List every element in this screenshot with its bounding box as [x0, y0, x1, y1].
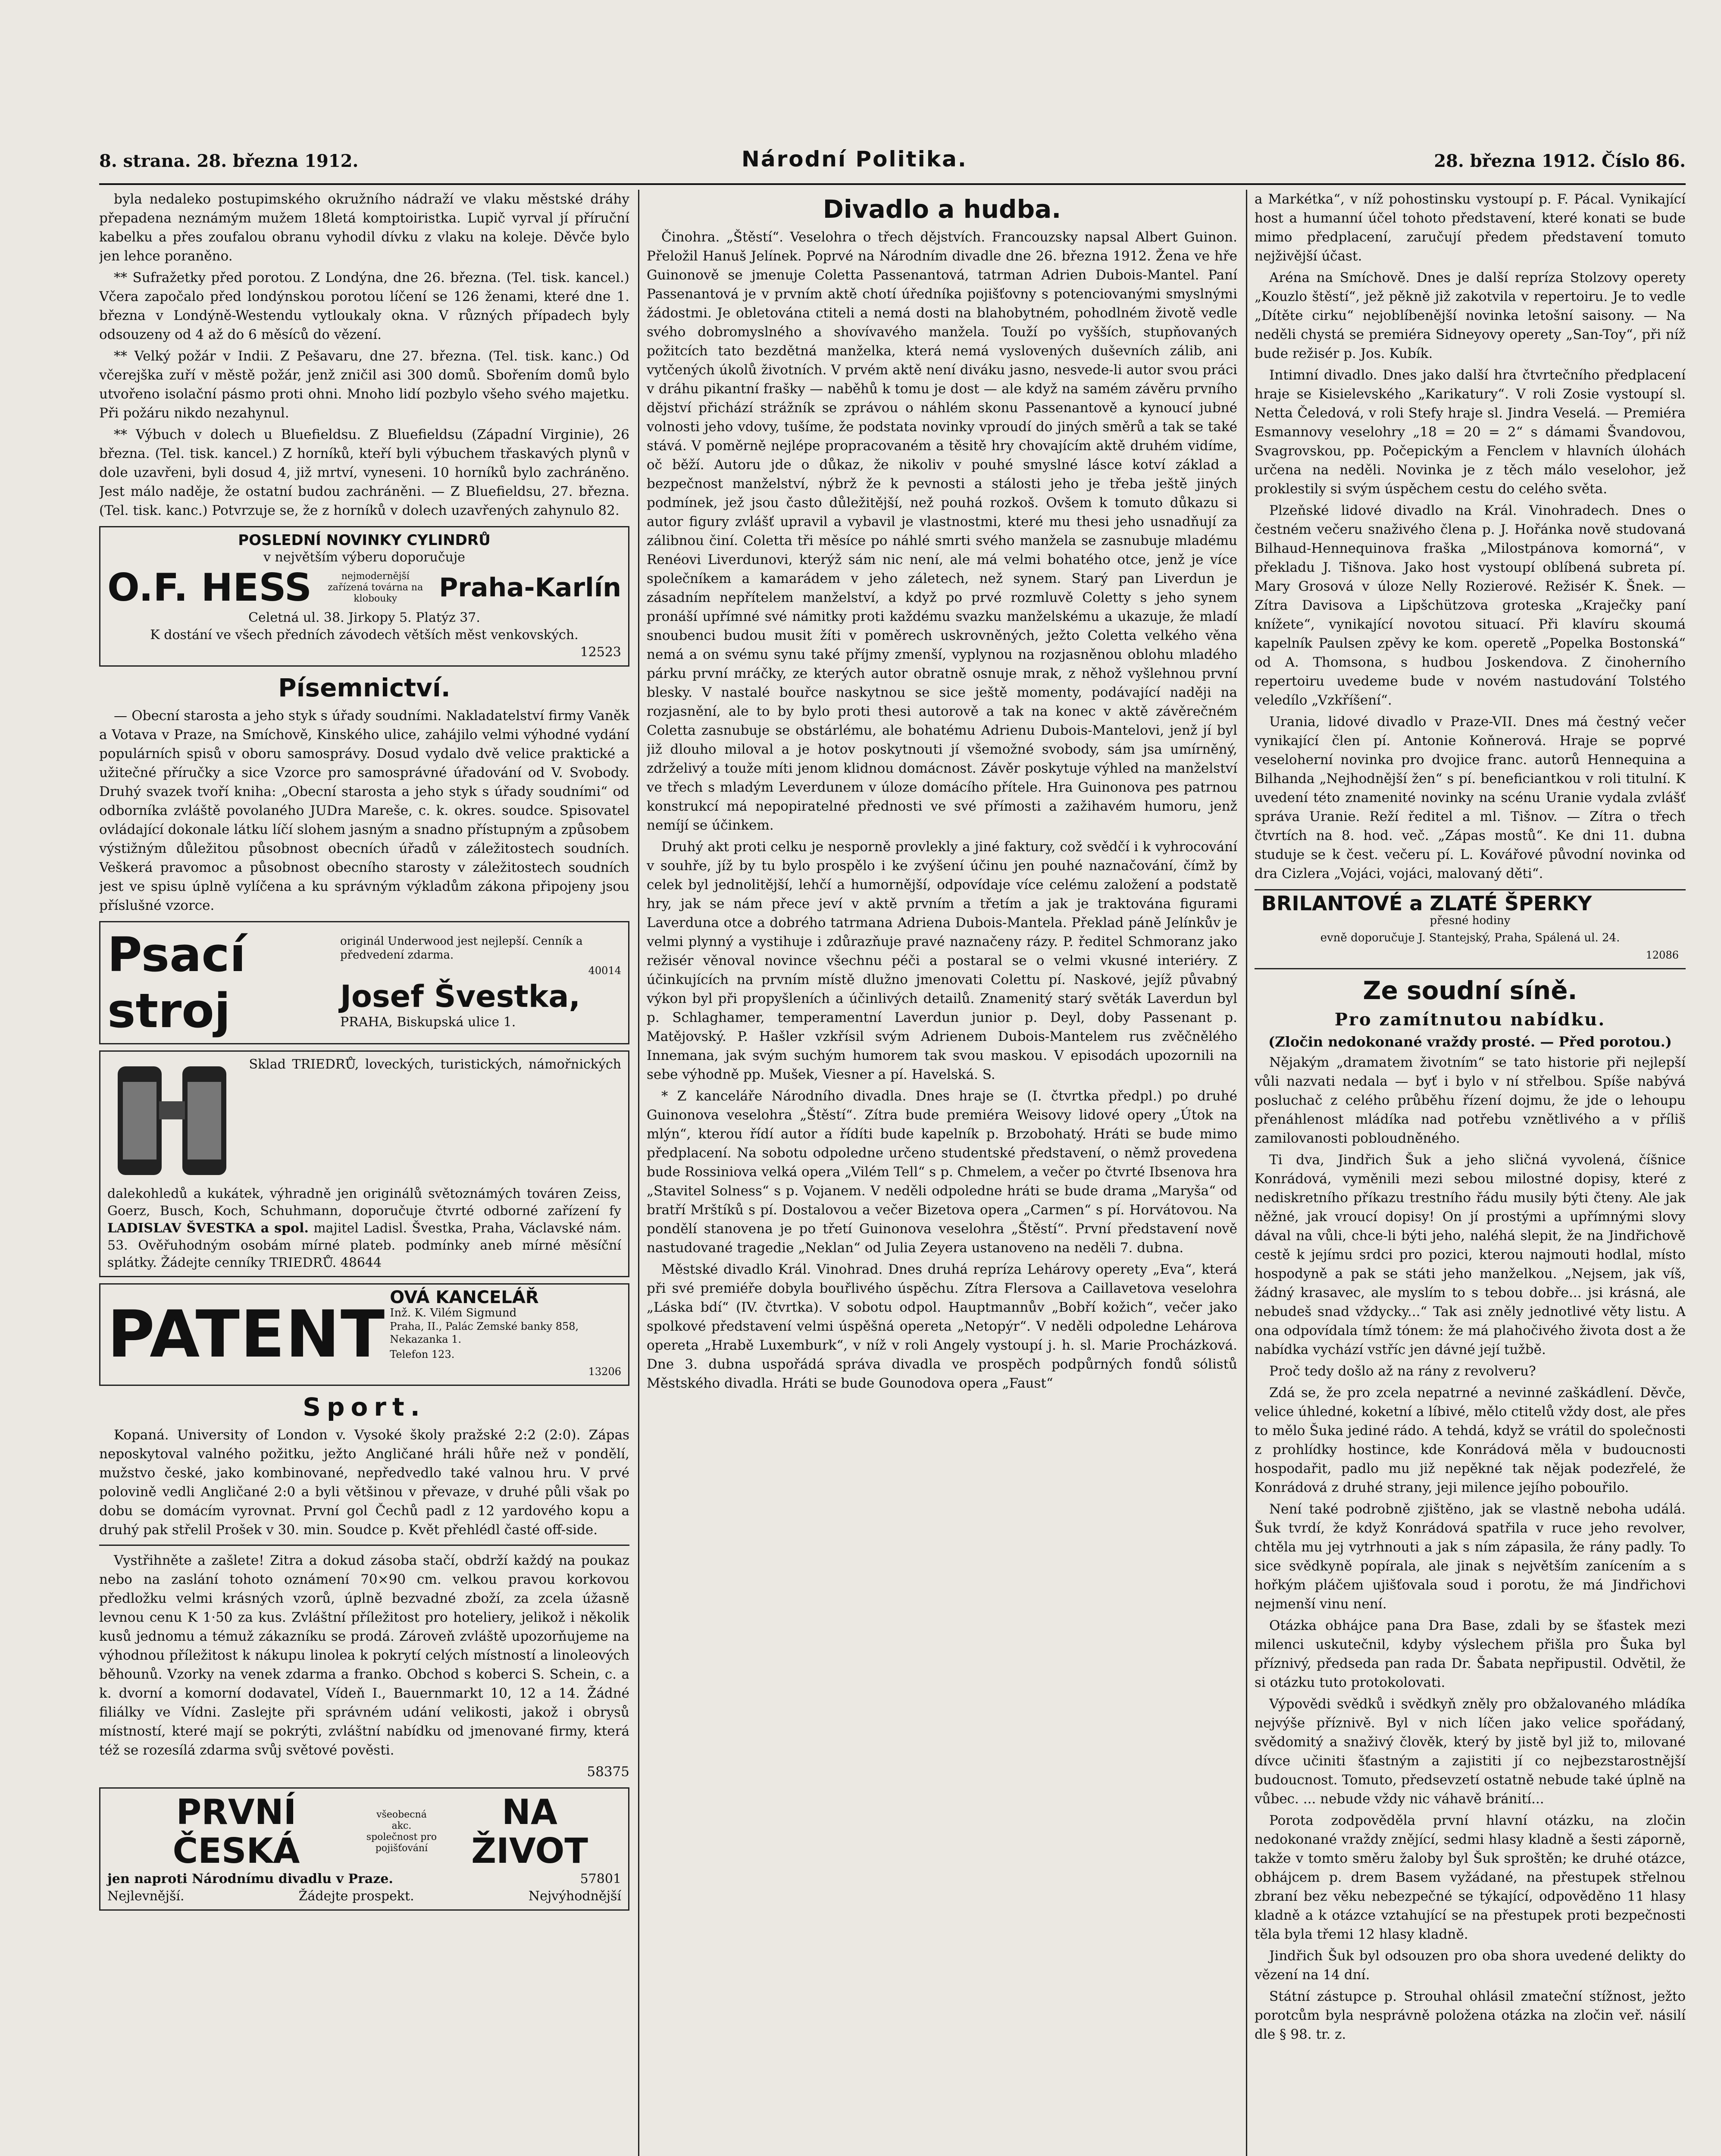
- ad-binoculars: [99, 1050, 629, 1277]
- ad-insurance-foot-center: Žádejte prospekt.: [298, 1889, 414, 1904]
- ad-patent-name: Inž. K. Vilém Sigmund: [390, 1307, 517, 1319]
- ad-code: 57801: [580, 1871, 621, 1887]
- ad-typewriter-address: PRAHA, Biskupská ulice 1.: [340, 1015, 516, 1030]
- court-paragraph: Nějakým „dramatem životním“ se tato historie při nejlepší vůli nazvati nedala — byť i bylo v ní střelbou. Spíše nabývá posluchač z celého průběhu řízení dojmu, že jde o lehoupu přenáhlenost mládíka nad potřebu vznětlivého a v příliš zamilovanosti pobloudněného.: [1255, 1055, 1686, 1146]
- ad-code: 13206: [588, 1366, 621, 1378]
- court-paragraph: Není také podrobně zjištěno, jak se vlastně neboha událá. Šuk tvrdí, že když Konrádová spatřila v ruce jeho revolver, chtěla mu jej vytrhnouti a jak s ním zápasila, že rány padly. To sice svědkyně popírala, ale jinak s největším zanícením a s hořkým pláčem ujišťovala soud i porotu, že má Jindřichovi nejmenší vinu není.: [1255, 1501, 1686, 1612]
- ad-hess-desc: nejmodernější zařízená továrna na klobouky: [328, 571, 423, 604]
- ad-code: 48644: [340, 1255, 382, 1270]
- ad-insurance-foot-right: Nejvýhodnější: [528, 1889, 621, 1904]
- ad-hess-subline: v největším výberu doporučuje: [263, 550, 466, 565]
- page-header: [99, 142, 1686, 177]
- ad-binoculars-text: Sklad TRIEDRŮ, loveckých, turistických, námořnických dalekohledů a kukátek, výhradně jen originálů světoznámých továren Zeiss, Goerz, Busch, Koch, Schuhmann, doporučuje čtvrté odborné zařízení fy: [107, 1057, 621, 1219]
- intimate-theatre-notice: Intimní divadlo. Dnes jako další hra čtvrtečního předplacení hraje se Kisielevského „Karikatury“. V roli Zosie vystoupí sl. Netta Čeledová, v roli Stefy hraje sl. Jindra Veselá. — Premiéra Esmannovy veselohry „18 = 20 = 2“ s dámami Švandovou, Svagrovskou, pp. Počepickým a Fenclem v hlavních úlohách určena na neděli. Novinka je z těch málo veselohor, jež proklestily si svým úspěchem cestu do celého světa.: [1255, 367, 1686, 497]
- court-paragraph: Otázka obhájce pana Dra Base, zdali by se šťastek mezi milenci uskutečnil, kdyby výslechem přišla pro Šuka byl příznivý, předseda pan rada Dr. Šabata nepřipustil. Odvětil, že si otázku tuto protokolovati.: [1255, 1618, 1686, 1690]
- ad-jewellery: [1255, 889, 1686, 969]
- column-rule: [638, 190, 639, 2156]
- ad-insurance-foot-left: Nejlevnější.: [107, 1889, 185, 1904]
- ad-binoculars-firm: LADISLAV ŠVESTKA a spol.: [107, 1221, 309, 1236]
- ad-patent-phone: Telefon 123.: [390, 1348, 455, 1360]
- ad-jewellery-sub: přesné hodiny: [1430, 914, 1511, 927]
- ad-insurance-line: jen naproti Národnímu divadlu v Praze.: [107, 1871, 393, 1887]
- ad-typewriter-desc: originál Underwood jest nejlepší. Cenník a předvedení zdarma.: [340, 935, 583, 962]
- ad-jewellery-line: evně doporučuje J. Stantejský, Praha, Spálená ul. 24.: [1320, 931, 1620, 944]
- literature-article: — Obecní starosta a jeho styk s úřady soudními. Nakladatelství firmy Vaněk a Votava v Praze, na Smíchově, Kinského ulice, zahájilo velmi výhodné vydání populárních spisů v oboru samosprávy. Dosud vydalo dvě velice praktické a užitečné příručky a sice Vzorce pro samosprávné úřadování od V. Svobody. Druhý svazek tvoří kniha: „Obecní starosta a jeho styk s úřady soudními“ od odborníka zvláště povolaného JUDra Mareše, c. k. okres. soudce. Spisovatel ovládající dokonale látku líčí slohem jasným a snadno přístupným a způsobem výstižným důležitou působnost obecních úřadů v záležitostech soudních. Veškerá pravomoc a působnost obecního starosty v záležitostech soudních jest ve spisu úplně vylíčena a ku správným výkladům zákona připojeny jsou příslušné vzorce.: [99, 708, 629, 913]
- national-theatre-notice: * Z kanceláře Národního divadla. Dnes hraje se (I. čtvrtka předpl.) po druhé Guinonova veselohra „Štěstí“. Zítra bude premiéra Weisovy lidové opery „Útok na mlýn“, kterou řídí autor a řídíti bude kapelník p. Brzobohatý. Hráti se bude mimo předplacení. Na sobotu odpoledne určeno studentské představení, o němž provedena bude Rossiniova velká opera „Vilém Tell“ s p. Chmelem, a večer po čtvrté Ibsenova hra „Stavitel Solness“ s p. Vojanem. V neděli odpoledne hráti se bude drama „Maryša“ od bratří Mrštíků s pí. Dostalovou a večer Bizetova opera „Carmen“ s pí. Horvátovou. Na pondělí stanovena je po třetí Guinonova veselohra „Štěstí“. První představení nově nastudované tragedie „Neklan“ od Julia Zeyera ustanoveno na neděli 7. dubna.: [647, 1088, 1237, 1256]
- sport-article: Kopaná. University of London v. Vysoké školy pražské 2:2 (2:0). Zápas neposkytoval valného požitku, ježto Angličané hráli hůře než v pondělí, mužstvo české, jako kombinované, nepředvedlo také valnou hru. V prvé polovině vedli Angličané 2:0 a byli většinou v převaze, v druhé půli však po dobu se domácím vyrovnat. První gol Čechů padl z 12 yardového kopu a druhý pak střelil Prošek v 30. min. Soudce p. Květ přehlédl časté off-side.: [99, 1427, 629, 1538]
- urania-notice: Urania, lidové divadlo v Praze-VII. Dnes má čestný večer vynikající člen pí. Antonie Koňnerová. Hraje se poprvé veseloherní novinka pro dvojice franc. autorů Hennequina a Bilhanda „Nejhodnější žen“ s pí. beneficiantkou v roli titulní. K uvedení této znamenité novinky na scénu Uranie vydala zvlášť správa Uranie. Reží ředitel a ml. Tišnov. — Zítra o třech čtvrtích na 8. hod. več. „Zápas mostů“. Ke dni 11. dubna studuje se k čest. večeru pí. L. Kovářové původní novinka od dra Cizlera „Vojáci, vojáci, malovaný děti“.: [1255, 714, 1686, 881]
- ad-insurance-desc: všeobecná akc. společnost pro pojišťování: [366, 1809, 437, 1854]
- ad-code: 12523: [580, 645, 621, 660]
- theatre-review: Činohra. „Štěstí“. Veselohra o třech dějstvích. Francouzsky napsal Albert Guinon. Přeložil Hanuš Jelínek. Poprvé na Národním divadle dne 26. března 1912. Žena ve hře Guinonově se jmenuje Coletta Passenantová, tatrman Adrien Dubois-Mantel. Paní Passenantová je v prvním aktě chotí úředníka pojišťovny s potenciovanými smyslnými žádostmi. Je obletována ctiteli a nemá dosti na blahobytném, pohodlném životě vedle svého dobromyslného a shovívavého manžela. Touží po vyšších, stupňovaných požitcích tato bezdětná manželka, která nemá vyslovených duševních zálib, ani vytčených úkolů životních. V prvém aktě není diváku jasno, nesvede-li autor svou práci v dráhu pikantní frašky — naběhů k tomu je dost — ale když na samém závěru prvního dějství přichází strážník se zprávou o náhlém skonu Passenantově a kynoucí jubné volnosti jeho vdovy, tušíme, že podstata novinky vproudí do jiných směrů a tak se také stává. V poměrně nejlépe propracovaném a těsitě hry chovajícím aktě druhém vidíme, oč běží. Autoru jde o důkaz, že nikoliv v pouhé smyslné lásce kotví základ a bezpečnost manželství, nýbrž že k pevnosti a stálosti jeho je třeba ještě jiných podmínek, jež jsou často důležitější, než pouhá rozkoš. Ovšem k tomuto důkazu si autor figury zvlášť upravil a vybavil je vlastnostmi, které mu thesi jeho usnadňují za zálibnou činí. Coletta tři měsíce po náhlé smrti svého manžela se zasnubuje mladému Renéovi Liverdunovi, kterýž sám nic není, ale má velmi bohatého otce, jenž je více společníkem a kamarádem v jeho záletech, než synem. Starý pan Liverdun je zásadním nepřítelem manželství, a když po prvé rozmluvě Coletty s jeho synem pronáší upřímné své námitky proti každému svazku manželskému a ukazuje, že mladí snoubenci budou musit žíti v poměrech uskrovněných, ježto Coletta velkého věna nemá a on svému synu také příjmy zmenší, vyplynou na rozjasněnou oblohu mladého párku první mráčky, ze kterých autor obratně osnuje mrak, z něhož vyšlehnou první blesky. V nastalé bouřce naskytnou se sice ještě momenty, podávající naději na rozjasnění, ale to by bylo proti thesi autorově a tak na konec v aktě závěrečném Coletta zasnubuje se obstárlému, ale bohatému Adrienu Dubois-Mantelovi, jenž jí byl již dlouho miloval a je hotov poskytnouti jí všemožné svobody, sám jsa umírněný, zdrželivý a touže míti jenom klidnou domácnost. Závěr poskytuje výhled na manželství ve třech s mladým Leverdunem v úloze domácího přítele. Hra Guinonova pes patrnou konstrukcí má nepopiratelné přednosti ve své přímosti a zažihavém humoru, jenž nemíjí se účinkem.: [647, 229, 1237, 833]
- masthead-title: Národní Politika.: [742, 147, 967, 172]
- column-rule: [1246, 190, 1247, 2156]
- court-paragraph: Porota zodpověděla první hlavní otázku, na zločin nedokonané vraždy znějící, sedmi hlasy kladně a šesti záporně, takže v tomto směru žaloby byl Šuk sproštěn; ke druhé otázce, obhájcem p. drem Basem vyžádané, na přestupek střelnou zbraní bez věku nebezpečné se týkající, odpověděno 11 hlasy kladně a k otázce vztahující se na přestupek proti bezpečnosti těla byla třemi 12 hlasy kladně.: [1255, 1813, 1686, 1942]
- ad-typewriter: [99, 921, 629, 1044]
- ad-patent-suffix: OVÁ KANCELÁŘ: [390, 1288, 539, 1307]
- ad-binoculars-rest: majitel Ladisl. Švestka, Praha, Václavské nám. 53. Ověřuhodným osobám mírné plateb. podmínky aneb mírné měsíční splátky. Žádejte cenníky TRIEDRŮ.: [107, 1221, 621, 1270]
- theatre-review-cont: Druhý akt proti celku je nesporně provlekly a jiné faktury, což svědčí i k vyhrocování v souhře, jíž by tu bylo prospělo i ke zvýšení účinu jen pouhé naznačování, čímž by celek byl jednolitější, lehčí a humornější, odpovídaje více celému založení a podstatě hry, jak se nám přece jeví v aktě prvním a třetím a jak je traktována figurami Laverduna otce a dobrého tatrmana Adriena Dubois-Mantela. Překlad páně Jelínkův je velmi plynný a vystihuje i zdůrazňuje pravé naznačeny rázy. P. ředitel Schmoranz jako režisér věnoval novince všechnu péči a postaral se o velmi vkusné interiéry. Z účinkujících na prvním místě dlužno jmenovati Colettu pí. Naskové, jejíž půvabný výkon byl při propyšleních a účinlivých detailů. Znamenitý starý světák Laverdun byl p. Schlaghamer, temperamentní Laverdun junior p. Deyl, doby Passenant p. Matějovský. P. Hašler vzkřísil svým Adrienem Dubois-Mantelem rus zvěčnělého Innemana, jak svým suchým humorem tak svou maskou. V episodách upozornili na sebe výhodně pp. Mušek, Viesner a pí. Havelská. S.: [647, 839, 1237, 1082]
- news-paragraph: byla nedaleko postupimského okružního nádraží ve vlaku městské dráhy přepadena neznámým mužem 18letá komptoiristka. Lupič vyrval jí příruční kabelku a přes zoufalou obranu vyhodil dívku z vlaku na koleje. Děvče bylo jen lehce poraněno.: [99, 191, 629, 264]
- ad-hess-hats: [99, 526, 629, 667]
- news-suffragettes: ** Sufražetky před porotou. Z Londýna, dne 26. března. (Tel. tisk. kancel.) Včera započalo před londýnskou porotou líčení se 126 ženami, které dne 1. března v Londýně-Westendu vytloukaly okna. V různých případech byly odsouzeny od 4 až do 6 měsíců do vězení.: [99, 270, 629, 342]
- ad-patent-headline: PATENT: [107, 1297, 386, 1372]
- theatre-notice-cont: a Markétka“, v níž pohostinsku vystoupí p. F. Pácal. Vynikající host a humanní účel tohoto představení, které konati se bude mimo předplacení, zaručují předem představení tomuto nejživější účast.: [1255, 191, 1686, 264]
- header-date-left: 8. strana. 28. března 1912.: [99, 151, 359, 171]
- court-paragraph: Ti dva, Jindřich Šuk a jeho sličná vyvolená, číšnice Konrádová, vyměnili mezi sebou milostné dopisy, které z nediskretního příkazu trestního řádu musily býti čteny. Ale jak něžné, jak vroucí dopisy! On jí prostými a upřímnými slovy dával na vůli, chce-li býti jeho, naléhá slepit, že na Jindřichově cestě k jejímu srdci pro pozici, kterou najmouti hodlal, místo hospodyně a pak se státi jeho manželkou. „Nejsem, jak víš, žádný krasavec, ale myslím to s tebou dobře... jsi krásná, ale nebudeš snad vždycky...“ Tak asi zněly jednotlivé věty listu. A ona odpovídala tímž tónem: že má plahočivého života dost a že nabídka vychází vstříc jen dávné její tužbě.: [1255, 1152, 1686, 1357]
- newspaper-page: [99, 142, 1686, 2156]
- header-issue-right: 28. března 1912. Číslo 86.: [1434, 151, 1686, 171]
- section-title-court: Ze soudní síně.: [1363, 976, 1577, 1005]
- folk-theatre-notice: Plzeňské lidové divadlo na Král. Vinohradech. Dnes o čestném večeru snaživého člena p. J. Hořánka nově studovaná Bilhaud-Hennequinova fraška „Milostpánova komorná“, v překladu J. Tišnova. Jako host vystoupí oblíbená subreta pí. Mary Grosová v úloze Nelly Rozierové. Režisér K. Šnek. — Zítra Davisova a Lipšchützova groteska „Kraječky paní knížete“, vynikající novotou situací. Při klavíru skoumá kapelník Paulsen zpěvy ke kom. operetě „Popelka Bostonská“ od A. Thomsona, s hudbou Joskendova. Z činoherního repertoiru uvedeme bude v novém nastudování Tolstého veledílo „Vzkříšení“.: [1255, 503, 1686, 708]
- ad-jewellery-headline: BRILANTOVÉ a ZLATÉ ŠPERKY: [1261, 892, 1592, 915]
- ad-patent-office: [99, 1283, 629, 1386]
- ad-code: 40014: [588, 965, 621, 977]
- ad-hess-city: Praha-Karlín: [439, 573, 621, 603]
- court-paragraph: Zdá se, že pro zcela nepatrné a nevinné zaškádlení. Děvče, velice úhledné, koketní a líbivé, mělo ctitelů vždy dost, ale přes to mělo Šuka jediné rádo. A tehdá, když se vrátil do společnosti z prohlídky hostince, kde Konrádová měla v budoucnosti hospodařit, padlo mu již nepěkné tak nějak podezřelé, že Konrádová z druhé strany, jeji milence jejího pobouřilo.: [1255, 1385, 1686, 1495]
- arena-smichov-notice: Aréna na Smíchově. Dnes je další repríza Stolzovy operety „Kouzlo štěstí“, jež pěkně již zakotvila v repertoiru. Je to vedle „Dítěte cirku“ nejoblíbenější novinka letošní saisony. — Na neděli chystá se premiéra Sidneyovy operety „San-Toy“, při níž bude režisér p. Jos. Kubík.: [1255, 270, 1686, 361]
- column-3: [1255, 190, 1686, 2156]
- court-headline: Pro zamítnutou nabídku.: [1334, 1009, 1606, 1030]
- ad-code: 58375: [587, 1764, 629, 1780]
- section-title-sport: Sport.: [303, 1392, 426, 1422]
- section-title-theatre: Divadlo a hudba.: [823, 194, 1061, 224]
- ad-carpet-text: Vystřihněte a zašlete! Zitra a dokud zásoba stačí, obdrží každý na poukaz nebo na zaslání tohoto oznámení 70×90 cm. velkou pravou korkovou předložku velmi krásných vzorů, úplně bezvadné zboží, za zcela úžasně levnou cenu K 1·50 za kus. Zvláštní příležitost pro hoteliery, jelikož i několik kusů jednomu a témuž zákazníku se prodá. Zároveň zvláště upozorňujeme na výhodnou příležitost k nákupu linolea k pokrytí celých místností a linoleových běhounů. Vzorky na venek zdarma a franko. Obchod s koberci S. Schein, c. a k. dvorní a komorní dodavatel, Vídeň I., Bauernmarkt 10, 12 a 14. Žádné filiálky ve Vídni. Zaslejte při správném udání velikosti, jakož i obrysů místností, které mají se pokrýti, zvláštní nabídku od jmenované firmy, která též se rozesílá zdarma svůj světové pověsti.: [99, 1553, 629, 1758]
- ad-insurance: [99, 1787, 629, 1911]
- ad-hess-note: K dostání ve všech předních závodech větších měst venkovských.: [150, 627, 579, 642]
- column-1: [99, 190, 629, 2156]
- column-2: [647, 190, 1237, 2156]
- court-paragraph: Jindřich Šuk byl odsouzen pro oba shora uvedené delikty do vězení na 14 dní.: [1255, 1948, 1686, 1983]
- vinohrady-theatre-notice: Městské divadlo Král. Vinohrad. Dnes druhá repríza Lehárovy operety „Eva“, která při své premiéře dobyla bouřlivého úspěchu. Zítra Flersova a Caillavetova veselohra „Láska bdí“ (IV. čtvrtka). V sobotu odpol. Hauptmannův „Bobří kožich“, večer jako spolkové představení velmi úspěšná opereta „Netopýr“. V neděli odpoledne Lehárova opereta „Hrabě Luxemburk“, v níž v roli Angely vystoupí j. h. sl. Marie Procházková. Dne 3. dubna uspořádá správa divadla ve prospěch podpůrných fondů sólistů Městského divadla. Hráti se bude Gounodova opera „Faust“: [647, 1262, 1237, 1391]
- binoculars-icon: [107, 1056, 237, 1185]
- divider: [99, 1545, 629, 1546]
- ad-code: 12086: [1646, 949, 1679, 961]
- ad-hess-name: O.F. HESS: [107, 565, 312, 610]
- news-bluefield-explosion: ** Výbuch v dolech u Bluefieldsu. Z Bluefieldsu (Západní Virginie), 26 března. (Tel. tisk. kancel.) Z horníků, kteří byli výbuchem třaskavých plynů v dole uzavřeni, byli dosud 4, již mrtví, vyneseni. 10 horníků bylo zachráněno. Jest málo naděje, že ostatní budou zachráněni. — Z Bluefieldsu, 27. března. (Tel. tisk. kanc.) Potvrzuje se, že z horníků v dolech uzavřených zahynulo 82.: [99, 427, 629, 518]
- court-subheadline: (Zločin nedokonané vraždy prosté. — Před porotou.): [1268, 1034, 1672, 1050]
- header-rule: [99, 183, 1686, 185]
- section-title-literature: Písemnictví.: [278, 673, 451, 702]
- ad-patent-address: Praha, II., Palác Zemské banky 858, Nekazanka 1.: [390, 1320, 579, 1345]
- ad-insurance-headline-2: NA ŽIVOT: [471, 1792, 588, 1871]
- news-india-fire: ** Velký požár v Indii. Z Pešavaru, dne 27. března. (Tel. tisk. kanc.) Od včerejška zuří v městě požár, jenž zničil asi 300 domů. Sbořením domů bylo utvořeno isolační pásmo proti ohni. Mnoho lidí pozbylo všeho svého majetku. Při požáru nikdo nezahynul.: [99, 348, 629, 421]
- court-paragraph: Státní zástupce p. Strouhal ohlásil zmateční stížnost, ježto porotcům byla nesprávně položena otázka na zločin veř. násilí dle § 98. tr. z.: [1255, 1989, 1686, 2042]
- court-paragraph: Výpovědi svědků i svědkyň zněly pro obžalovaného mládíka nejvýše příznivě. Byl v nich líčen jako velice spořádaný, svědomitý a snaživý člověk, který by jistě byl již to, milované dívce učiniti šťastným a zajistiti jí co nejbezstarostnější budoucnost. Tomuto, předsevzetí ostatně nebude také úplně na vůbec. ... nebude vždy nic váhavě bránití...: [1255, 1696, 1686, 1807]
- ad-typewriter-headline: Psací stroj: [107, 927, 246, 1038]
- ad-hess-address: Celetná ul. 38. Jirkopy 5. Platýz 37.: [248, 610, 480, 625]
- court-paragraph: Proč tedy došlo až na rány z revolveru?: [1269, 1363, 1536, 1379]
- ad-insurance-headline-1: PRVNÍ ČESKÁ: [172, 1792, 300, 1871]
- ad-typewriter-name: Josef Švestka,: [340, 979, 581, 1014]
- ad-hess-headline: POSLEDNÍ NOVINKY CYLINDRŮ: [238, 532, 491, 549]
